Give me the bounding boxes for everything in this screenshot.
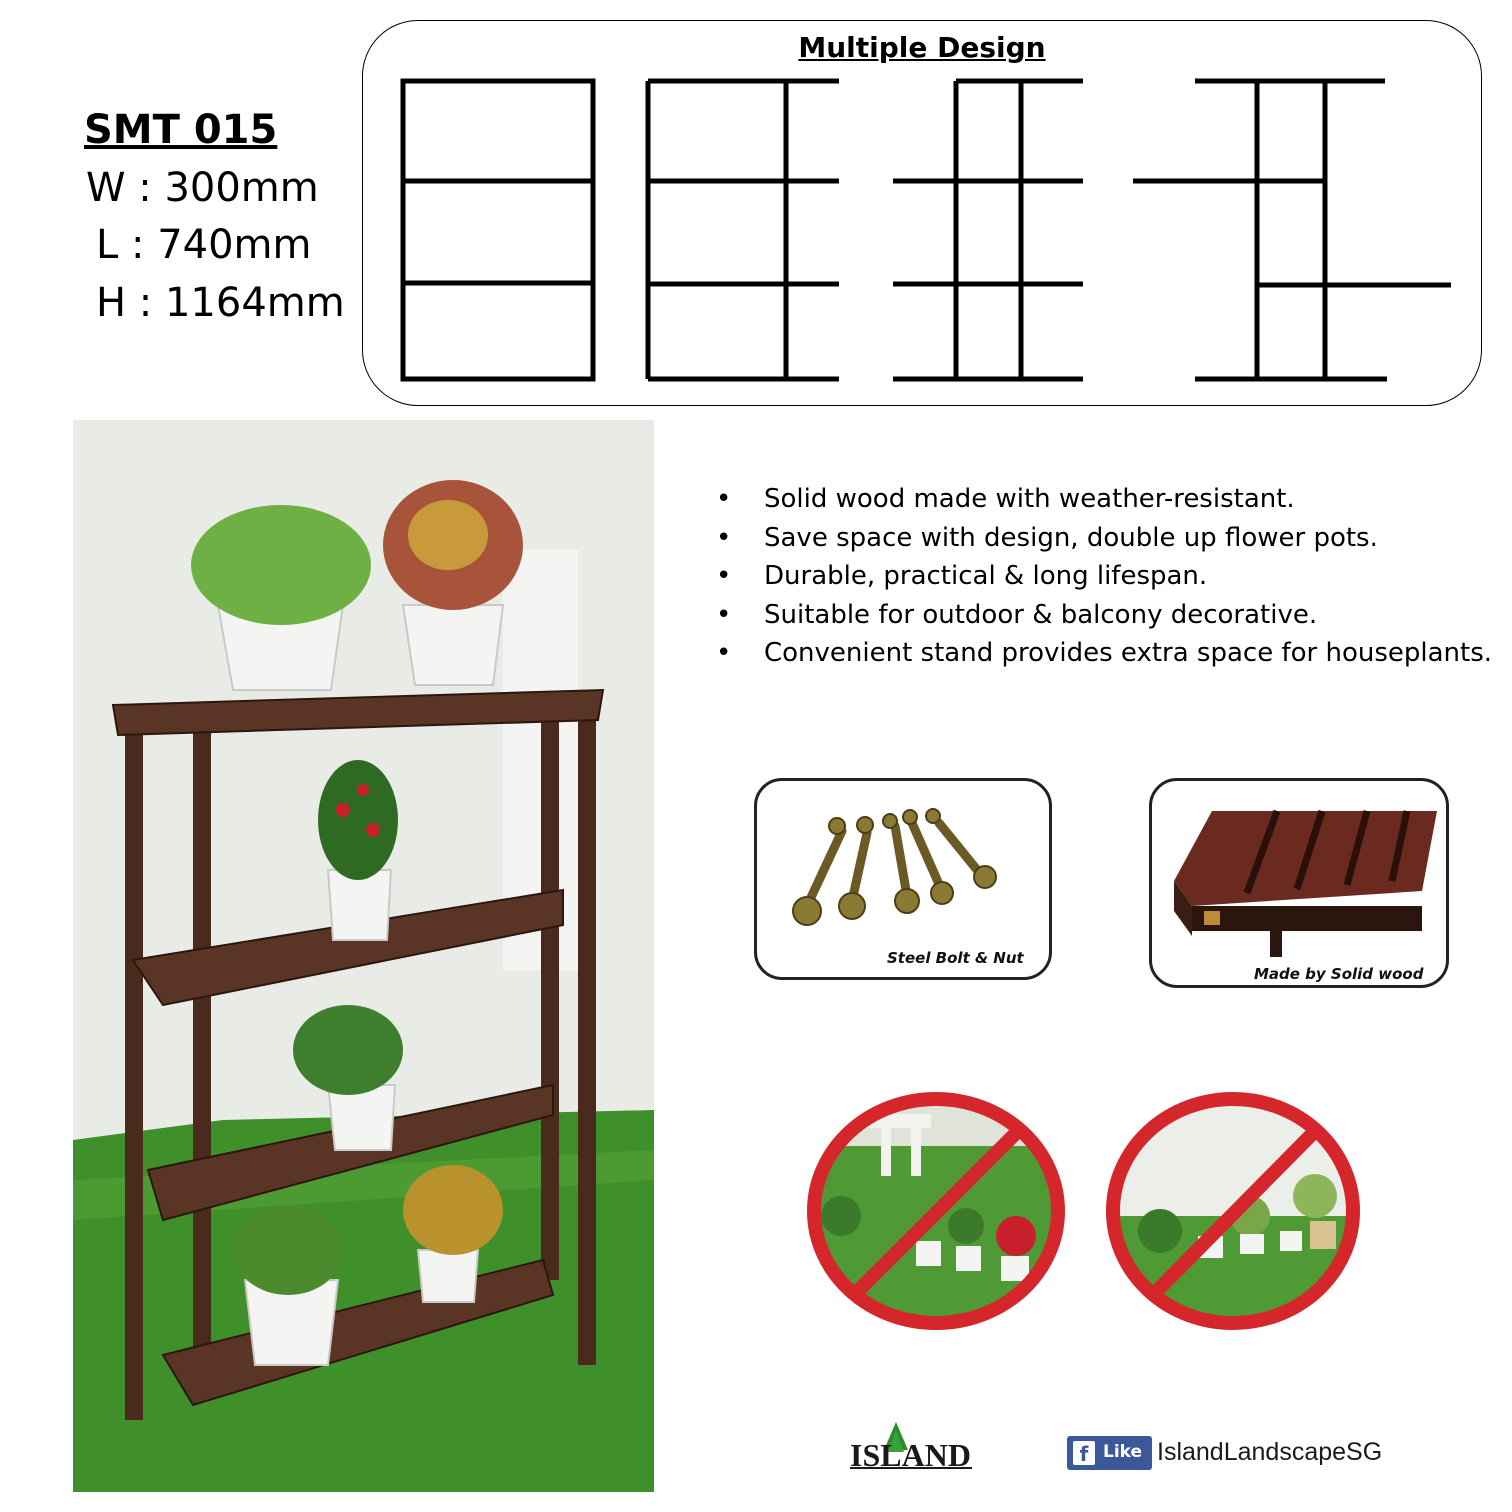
island-logo bbox=[848, 1418, 978, 1470]
length-spec: L : 740mm bbox=[96, 222, 312, 268]
bolt-card bbox=[754, 778, 1052, 980]
product-photo bbox=[73, 420, 654, 1492]
multiple-design-panel bbox=[362, 20, 1482, 406]
facebook-like-button[interactable] bbox=[1067, 1436, 1152, 1470]
design-panel-title: Multiple Design bbox=[798, 31, 1046, 64]
wood-illustration bbox=[1152, 781, 1446, 985]
facebook-icon: f bbox=[1073, 1441, 1095, 1465]
feature-item: • Save space with design, double up flower pots. bbox=[716, 519, 1496, 558]
feature-item: • Suitable for outdoor & balcony decorative. bbox=[716, 596, 1496, 635]
feature-item: • Durable, practical & long lifespan. bbox=[716, 557, 1496, 596]
feature-item: • Convenient stand provides extra space for houseplants. bbox=[716, 634, 1496, 673]
bolt-illustration bbox=[757, 781, 1049, 977]
logo-text: ISLAND bbox=[850, 1437, 971, 1470]
design-variant-4 bbox=[1133, 81, 1451, 379]
design-variant-1 bbox=[403, 81, 593, 379]
no-ground-pots-icon bbox=[1100, 1086, 1366, 1336]
design-variant-3 bbox=[893, 81, 1083, 379]
like-label: Like bbox=[1103, 1442, 1143, 1462]
facebook-page-name[interactable]: IslandLandscapeSG bbox=[1157, 1438, 1383, 1466]
model-code: SMT 015 bbox=[84, 107, 278, 153]
feature-item: • Solid wood made with weather-resistant. bbox=[716, 480, 1496, 519]
design-variants-diagram bbox=[363, 21, 1483, 407]
no-ground-clutter-icon bbox=[801, 1086, 1071, 1336]
height-spec: H : 1164mm bbox=[96, 280, 345, 326]
width-spec: W : 300mm bbox=[86, 165, 319, 211]
design-variant-2 bbox=[648, 81, 839, 379]
wood-caption: Made by Solid wood bbox=[1254, 965, 1424, 983]
feature-list bbox=[716, 480, 1496, 673]
wood-card bbox=[1149, 778, 1449, 988]
bolt-caption: Steel Bolt & Nut bbox=[887, 949, 1024, 967]
